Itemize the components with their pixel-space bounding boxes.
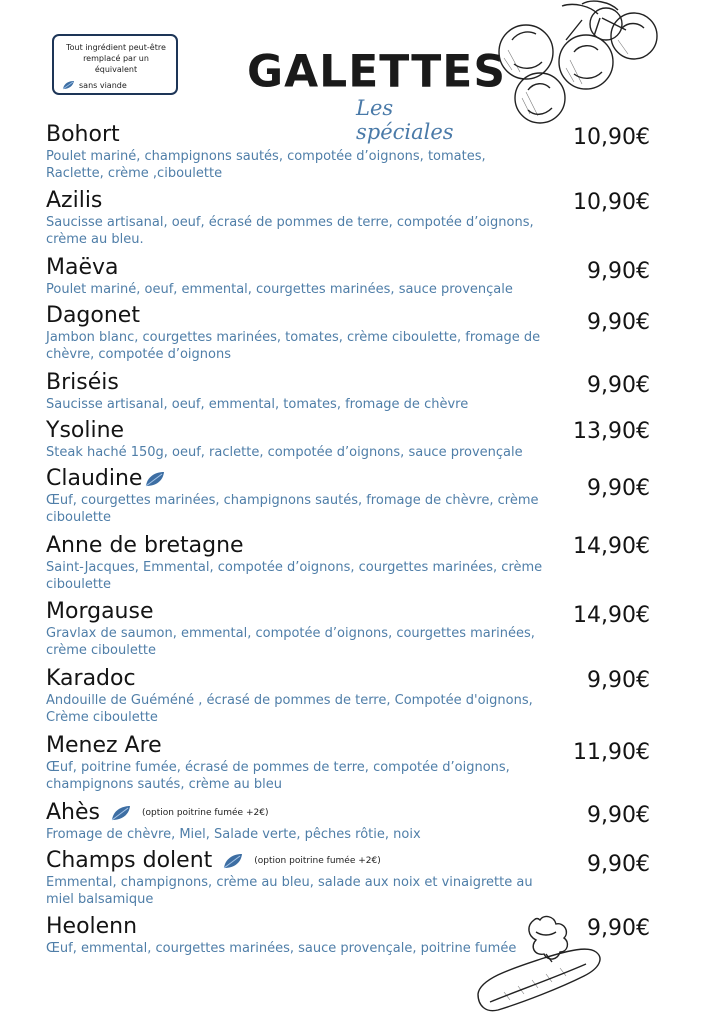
- menu-item-name: Bohort: [46, 122, 120, 147]
- menu-item-description: Fromage de chèvre, Miel, Salade verte, pêches rôtie, noix: [46, 827, 421, 842]
- menu-item-description: Emmental, champignons, crème au bleu, salade aux noix et vinaigrette au miel balsamique: [46, 875, 533, 907]
- menu-item-description: Andouille de Guéméné , écrasé de pommes de terre, Compotée d'oignons, Crème ciboulette: [46, 693, 533, 725]
- menu-item-price: 9,90€: [587, 310, 650, 335]
- legend-box: [52, 34, 178, 95]
- menu-item-price: 10,90€: [573, 190, 650, 215]
- menu-item-description: Saucisse artisanal, oeuf, écrasé de pommes de terre, compotée d’oignons, crème au bleu.: [46, 215, 534, 247]
- menu-item-price: 9,90€: [587, 668, 650, 693]
- menu-item-name: Briséis: [46, 370, 119, 395]
- menu-item-name: Maëva: [46, 255, 119, 280]
- menu-item-name: Heolenn: [46, 914, 138, 939]
- menu-item-description: Gravlax de saumon, emmental, compotée d’oignons, courgettes marinées, crème ciboulette: [46, 626, 535, 658]
- menu-item-description: Poulet mariné, champignons sautés, compotée d’oignons, tomates, Raclette, crème ,ciboulette: [46, 149, 486, 181]
- menu-item-price: 9,90€: [587, 259, 650, 284]
- legend-vegetarian-label: sans viande: [79, 80, 127, 90]
- tomatoes-illustration: [482, 0, 662, 128]
- menu-item-name: Champs dolent: [46, 848, 213, 873]
- leaf-icon: [62, 80, 75, 90]
- menu-item-price: 9,90€: [587, 803, 650, 828]
- menu-item-description: Saucisse artisanal, oeuf, emmental, tomates, fromage de chèvre: [46, 397, 469, 412]
- menu-item-option: (option poitrine fumée +2€): [142, 808, 269, 818]
- menu-item-description: Œuf, emmental, courgettes marinées, sauce provençale, poitrine fumée: [46, 941, 517, 956]
- menu-item-description: Steak haché 150g, oeuf, raclette, compotée d’oignons, sauce provençale: [46, 445, 523, 460]
- menu-item-description: Œuf, courgettes marinées, champignons sautés, fromage de chèvre, crème ciboulette: [46, 493, 539, 525]
- menu-item-name: Anne de bretagne: [46, 533, 244, 558]
- menu-item-price: 9,90€: [587, 476, 650, 501]
- page-title: GALETTES: [247, 45, 507, 98]
- menu-item-name: Menez Are: [46, 733, 162, 758]
- menu-item-price: 9,90€: [587, 916, 650, 941]
- menu-item-name: Ahès: [46, 800, 100, 825]
- menu-item-name: Karadoc: [46, 666, 136, 691]
- menu-item-price: 14,90€: [573, 603, 650, 628]
- legend-vegetarian-key: [62, 80, 170, 90]
- legend-note: Tout ingrédient peut-être remplacé par un équivalent: [66, 43, 166, 74]
- menu-item-price: 11,90€: [573, 740, 650, 765]
- menu-item-price: 9,90€: [587, 373, 650, 398]
- menu-item-price: 10,90€: [573, 125, 650, 150]
- menu-item-name: Morgause: [46, 599, 154, 624]
- page-subtitle: Les spéciales: [356, 96, 454, 144]
- menu-item-price: 9,90€: [587, 852, 650, 877]
- menu-item-name: Ysoline: [46, 418, 125, 443]
- menu-item-description: Œuf, poitrine fumée, écrasé de pommes de terre, compotée d’oignons, champignons sautés, crème au bleu: [46, 760, 510, 792]
- menu-item-name: Claudine: [46, 466, 143, 491]
- menu-item-option: (option poitrine fumée +2€): [254, 856, 381, 866]
- menu-item-name: Dagonet: [46, 303, 140, 328]
- menu-item-description: Saint-Jacques, Emmental, compotée d’oignons, courgettes marinées, crème ciboulette: [46, 560, 543, 592]
- menu-item-description: Poulet mariné, oeuf, emmental, courgettes marinées, sauce provençale: [46, 282, 513, 297]
- menu-item-description: Jambon blanc, courgettes marinées, tomates, crème ciboulette, fromage de chèvre, compotée d’oignons: [46, 330, 541, 362]
- menu-item-price: 13,90€: [573, 419, 650, 444]
- menu-item-price: 14,90€: [573, 534, 650, 559]
- menu-item-name: Azilis: [46, 188, 103, 213]
